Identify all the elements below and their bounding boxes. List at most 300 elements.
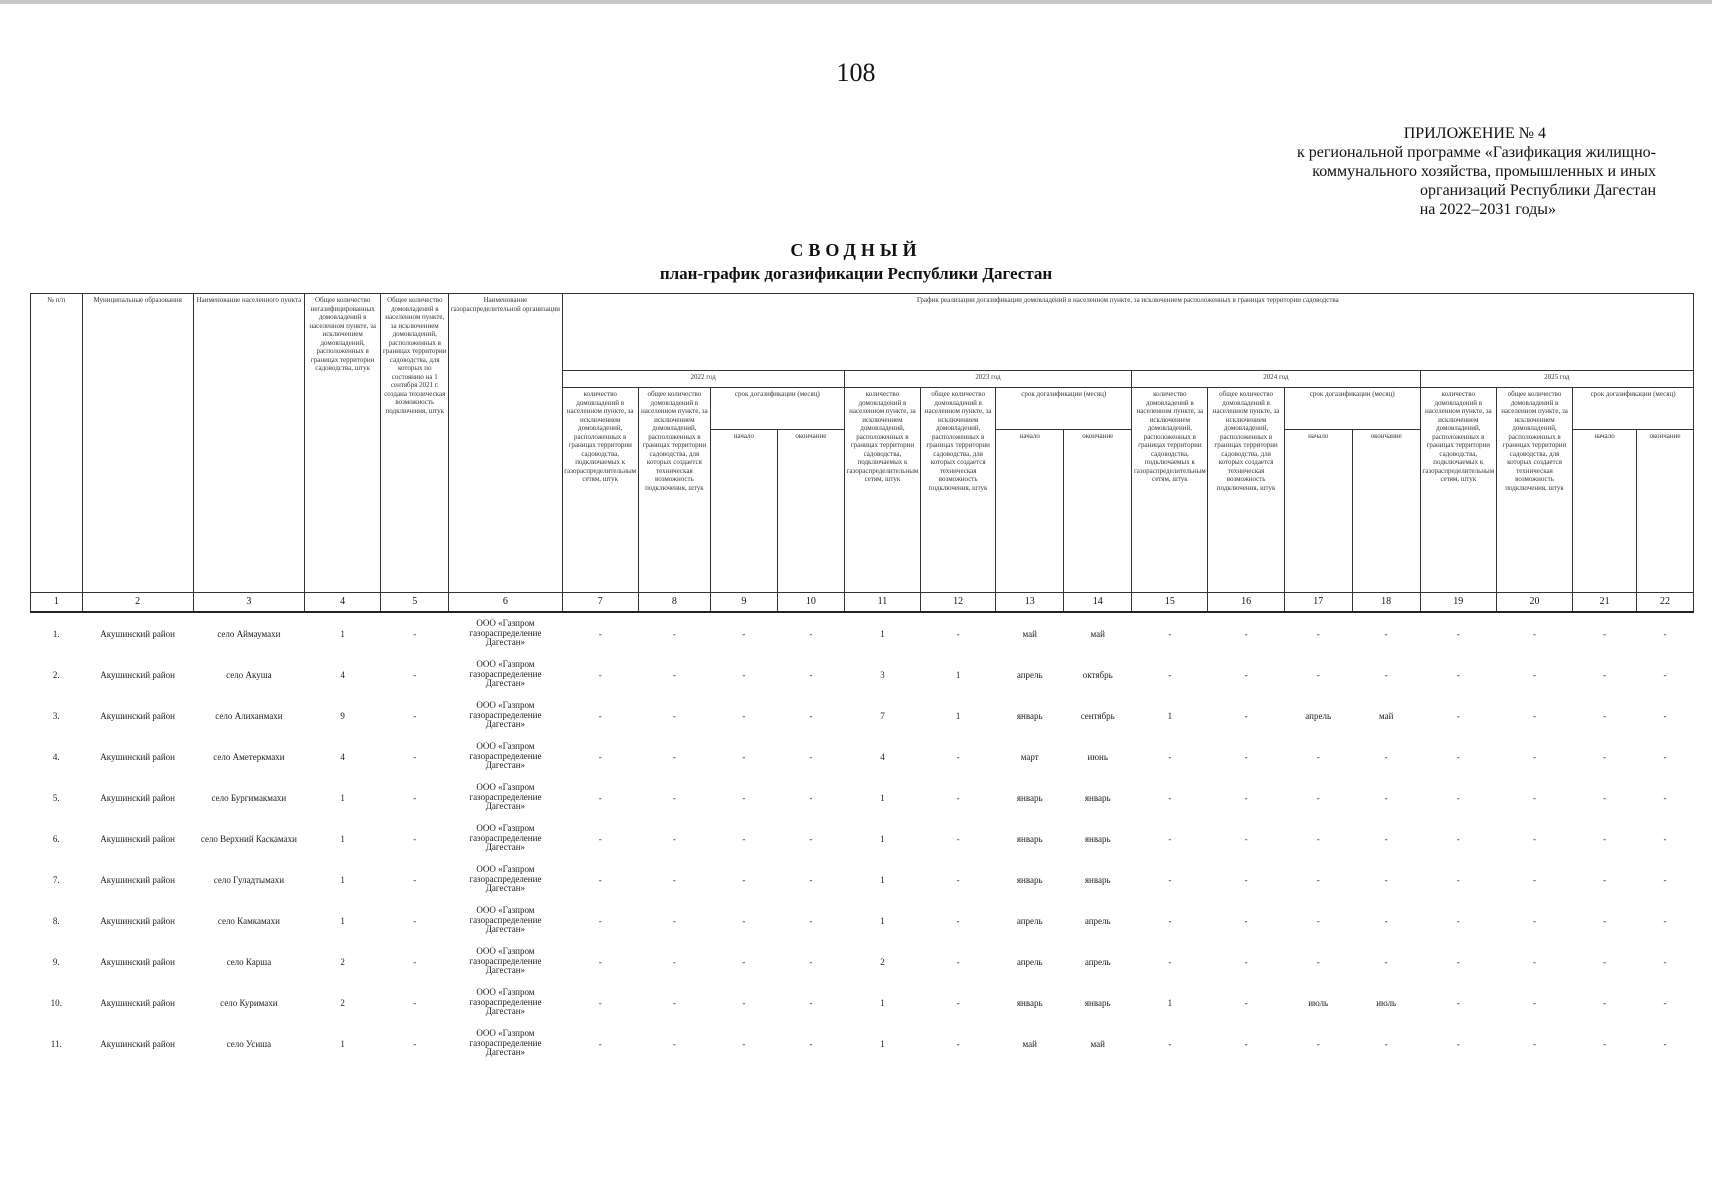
document-title: СВОДНЫЙ [790,240,922,260]
row-2023-end: январь [1084,792,1111,803]
row-2025-count: - [1456,997,1460,1008]
header-term: срок догазификации (месяц) [996,388,1132,430]
row-settlement: село Куримахи [220,997,278,1008]
row-ungasified-count: 2 [340,956,345,967]
row-2022-end: - [809,997,813,1008]
header-year: 2022 год [562,371,844,388]
column-number: 4 [305,593,381,613]
column-number: 13 [996,593,1064,613]
header-end: окончание [1064,430,1132,593]
column-number: 3 [193,593,304,613]
table-body [31,612,1694,1064]
row-2022-possibility: - [672,751,676,762]
row-2022-count: - [598,915,602,926]
row-2023-end: апрель [1084,915,1111,926]
row-settlement: село Алиханмахи [215,710,283,721]
row-2025-count: - [1456,915,1460,926]
row-ungasified-count: 1 [340,1038,345,1049]
row-2023-start: май [1022,628,1037,639]
table-row [31,941,1694,982]
row-2024-end: - [1384,792,1388,803]
row-2022-start: - [742,669,746,680]
row-2024-count: - [1168,792,1172,803]
header-num: № п/п [31,294,83,593]
row-2022-start: - [742,915,746,926]
row-2023-count: 1 [880,833,885,844]
row-municipality: Акушинский район [100,710,175,721]
column-number: 14 [1064,593,1132,613]
row-2022-possibility: - [672,710,676,721]
row-2022-possibility: - [672,874,676,885]
row-gas-organization: ООО «Газпром газораспределение Дагестан» [469,823,542,853]
row-number: 9. [52,956,60,967]
row-number: 7. [52,874,60,885]
row-2023-start: январь [1016,710,1043,721]
row-2024-possibility: - [1244,915,1248,926]
row-municipality: Акушинский район [100,751,175,762]
row-2025-count: - [1456,792,1460,803]
row-2023-possibility: - [956,997,960,1008]
row-municipality: Акушинский район [100,1038,175,1049]
column-number: 18 [1352,593,1420,613]
row-technical-possibility: - [413,669,417,680]
row-2022-count: - [598,874,602,885]
header-technical-possibility: Общее количество домовладений в населенном пункте, за исключением домовладений, расположенных в границах территории садоводства, для которых по состоянию на 1 сентября 2021 г. создана техническая возможность подключения, штук [381,294,449,593]
row-2023-count: 1 [880,792,885,803]
row-2024-possibility: - [1244,792,1248,803]
row-2025-end: - [1663,669,1667,680]
row-2022-possibility: - [672,628,676,639]
table-row [31,859,1694,900]
column-number: 21 [1573,593,1637,613]
row-technical-possibility: - [413,956,417,967]
header-year: 2024 год [1132,371,1420,388]
table-row [31,654,1694,695]
row-gas-organization: ООО «Газпром газораспределение Дагестан» [469,946,542,976]
row-2025-start: - [1603,751,1607,762]
row-2022-end: - [809,915,813,926]
table-row [31,695,1694,736]
row-2022-possibility: - [672,669,676,680]
column-number: 17 [1284,593,1352,613]
row-2022-count: - [598,669,602,680]
row-2025-count: - [1456,956,1460,967]
row-municipality: Акушинский район [100,669,175,680]
row-2025-end: - [1663,710,1667,721]
row-2022-possibility: - [672,956,676,967]
row-2025-start: - [1603,833,1607,844]
row-2024-end: - [1384,874,1388,885]
document-subtitle: план-график догазификации Республики Дагестан [659,264,1053,283]
row-gas-organization: ООО «Газпром газораспределение Дагестан» [469,618,542,648]
row-gas-organization: ООО «Газпром газораспределение Дагестан» [469,659,542,689]
row-number: 3. [52,710,60,721]
row-ungasified-count: 1 [340,628,345,639]
row-2022-possibility: - [672,792,676,803]
row-municipality: Акушинский район [100,997,175,1008]
row-ungasified-count: 1 [340,792,345,803]
row-technical-possibility: - [413,628,417,639]
row-settlement: село Бургимакмахи [211,792,287,803]
row-technical-possibility: - [413,792,417,803]
column-number: 20 [1496,593,1572,613]
row-2023-count: 1 [880,628,885,639]
row-2024-start: - [1316,628,1320,639]
row-2024-count: - [1168,915,1172,926]
scan-edge-line [0,0,1712,4]
row-number: 10. [50,997,62,1008]
row-2025-end: - [1663,792,1667,803]
row-2023-count: 2 [880,956,885,967]
row-2023-possibility: 1 [955,710,961,721]
row-2022-end: - [809,874,813,885]
row-2025-start: - [1603,997,1607,1008]
row-municipality: Акушинский район [100,833,175,844]
header-term: срок догазификации (месяц) [710,388,844,430]
row-2024-count: - [1168,956,1172,967]
row-2025-possibility: - [1533,710,1537,721]
row-2022-end: - [809,833,813,844]
row-technical-possibility: - [413,751,417,762]
column-number: 2 [82,593,193,613]
row-2022-possibility: - [672,1038,676,1049]
header-start: начало [996,430,1064,593]
row-2023-end: январь [1084,874,1111,885]
row-2025-end: - [1663,915,1667,926]
row-2025-end: - [1663,751,1667,762]
row-2023-end: октябрь [1082,669,1113,680]
row-2023-start: январь [1016,874,1043,885]
header-count-connected: количество домовладений в населенном пункте, за исключением домовладений, расположенных в границах территории садоводства, подключаемых к газораспределительным сетям, штук [1420,388,1496,593]
header-count-connected: количество домовладений в населенном пункте, за исключением домовладений, расположенных в границах территории садоводства, подключаемых к газораспределительным сетям, штук [1132,388,1208,593]
row-2023-possibility: - [956,751,960,762]
appendix-line: организаций Республики Дагестан [1420,182,1656,199]
row-2022-end: - [809,669,813,680]
row-municipality: Акушинский район [100,628,175,639]
row-2025-start: - [1603,628,1607,639]
row-2022-count: - [598,1038,602,1049]
row-settlement: село Аметеркмахи [213,751,285,762]
column-number: 1 [31,593,83,613]
row-2024-start: июль [1308,997,1329,1008]
column-number: 6 [449,593,562,613]
row-number: 5. [52,792,60,803]
row-2024-count: - [1168,874,1172,885]
row-2025-count: - [1456,751,1460,762]
column-number: 15 [1132,593,1208,613]
column-number: 12 [921,593,996,613]
header-end: окончание [777,430,844,593]
row-2024-end: - [1384,669,1388,680]
row-2025-possibility: - [1533,751,1537,762]
row-gas-organization: ООО «Газпром газораспределение Дагестан» [469,987,542,1017]
row-2024-count: - [1168,628,1172,639]
row-2024-count: - [1168,833,1172,844]
table-row [31,777,1694,818]
row-2023-start: январь [1016,833,1043,844]
row-2023-start: март [1020,751,1039,762]
row-2023-end: июнь [1087,751,1108,762]
header-end: окончание [1352,430,1420,593]
row-2023-count: 1 [880,915,885,926]
row-2025-possibility: - [1533,915,1537,926]
row-technical-possibility: - [413,997,417,1008]
row-2022-start: - [742,956,746,967]
row-2025-possibility: - [1533,997,1537,1008]
header-term: срок догазификации (месяц) [1573,388,1694,430]
row-2025-possibility: - [1533,1038,1537,1049]
row-2024-count: 1 [1167,997,1173,1008]
row-2024-possibility: - [1244,628,1248,639]
row-2024-end: - [1384,833,1388,844]
row-2024-possibility: - [1244,833,1248,844]
page-number: 108 [836,58,876,87]
row-2024-count: - [1168,751,1172,762]
row-gas-organization: ООО «Газпром газораспределение Дагестан» [469,1028,542,1058]
row-2023-end: январь [1084,997,1111,1008]
header-count-possibility: общее количество домовладений в населенном пункте, за исключением домовладений, расположенных в границах территории садоводства, для которых создается техническая возможность подключения, штук [921,388,996,593]
row-2024-possibility: - [1244,874,1248,885]
row-2025-start: - [1603,956,1607,967]
row-number: 4. [52,751,60,762]
row-2022-end: - [809,710,813,721]
row-2022-count: - [598,628,602,639]
header-end: окончание [1637,430,1694,593]
row-2025-count: - [1456,628,1460,639]
row-settlement: село Акуша [226,669,272,680]
row-2025-possibility: - [1533,792,1537,803]
row-ungasified-count: 4 [340,751,345,762]
row-ungasified-count: 9 [340,710,345,721]
row-2023-start: январь [1016,997,1043,1008]
header-schedule: График реализации догазификации домовладений в населенном пункте, за исключением расположенных в границах территории садоводства [562,294,1693,371]
row-2025-possibility: - [1533,669,1537,680]
table-row [31,1023,1694,1064]
column-number: 8 [638,593,710,613]
header-count-connected: количество домовладений в населенном пункте, за исключением домовладений, расположенных в границах территории садоводства, подключаемых к газораспределительным сетям, штук [562,388,638,593]
column-number: 9 [710,593,777,613]
row-2022-start: - [742,1038,746,1049]
header-count-possibility: общее количество домовладений в населенном пункте, за исключением домовладений, расположенных в границах территории садоводства, для которых создается техническая возможность подключения, штук [1208,388,1284,593]
row-2023-possibility: - [956,956,960,967]
row-2025-end: - [1663,1038,1667,1049]
row-2023-possibility: - [956,628,960,639]
row-2024-end: - [1384,751,1388,762]
row-2024-start: - [1316,874,1320,885]
row-2024-end: - [1384,1038,1388,1049]
row-gas-organization: ООО «Газпром газораспределение Дагестан» [469,905,542,935]
row-settlement: село Камкамахи [217,915,280,926]
header-year: 2025 год [1420,371,1693,388]
table-row [31,982,1694,1023]
appendix-line: к региональной программе «Газификация жилищно- [1296,144,1656,161]
row-2022-end: - [809,1038,813,1049]
row-2023-start: апрель [1016,669,1043,680]
row-2022-start: - [742,792,746,803]
row-2025-start: - [1603,669,1607,680]
row-settlement: село Карша [226,956,272,967]
row-2022-possibility: - [672,833,676,844]
row-2024-end: - [1384,628,1388,639]
row-2022-start: - [742,833,746,844]
row-2025-count: - [1456,833,1460,844]
row-2025-count: - [1456,669,1460,680]
row-2022-end: - [809,628,813,639]
appendix-line: на 2022–2031 годы» [1419,201,1556,218]
row-2024-count: - [1168,669,1172,680]
row-2025-possibility: - [1533,833,1537,844]
row-2024-possibility: - [1244,956,1248,967]
row-2025-start: - [1603,1038,1607,1049]
row-2024-end: - [1384,915,1388,926]
row-2024-end: май [1378,710,1394,721]
row-2022-end: - [809,956,813,967]
header-gas-organization: Наименование газораспределительной организации [449,294,562,593]
row-2025-end: - [1663,997,1667,1008]
row-technical-possibility: - [413,915,417,926]
row-2024-start: - [1316,915,1320,926]
row-2022-count: - [598,956,602,967]
row-2022-start: - [742,997,746,1008]
table-row [31,736,1694,777]
header-ungasified-count: Общее количество негазифицированных домовладений в населенном пункте, за исключением домовладений, расположенных в границах территории садоводства, штук [305,294,381,593]
header-municipality: Муниципальные образования [82,294,193,593]
row-2025-start: - [1603,710,1607,721]
row-2024-count: - [1168,1038,1172,1049]
row-2023-count: 1 [880,874,885,885]
row-2022-start: - [742,710,746,721]
row-2023-end: январь [1084,833,1111,844]
header-settlement: Наименование населенного пункта [193,294,304,593]
gasification-schedule-table [30,293,1694,1064]
row-2023-count: 1 [880,1038,885,1049]
row-2023-end: май [1090,1038,1105,1049]
row-2023-count: 1 [880,997,885,1008]
header-count-connected: количество домовладений в населенном пункте, за исключением домовладений, расположенных в границах территории садоводства, подключаемых к газораспределительным сетям, штук [844,388,920,593]
column-number: 7 [562,593,638,613]
row-2023-end: апрель [1084,956,1111,967]
row-2025-end: - [1663,956,1667,967]
row-2022-count: - [598,710,602,721]
row-gas-organization: ООО «Газпром газораспределение Дагестан» [469,700,542,730]
row-2023-end: сентябрь [1080,710,1115,721]
row-municipality: Акушинский район [100,874,175,885]
header-start: начало [710,430,777,593]
row-number: 1. [52,628,60,639]
row-2025-end: - [1663,833,1667,844]
row-2024-start: - [1316,751,1320,762]
column-number: 5 [381,593,449,613]
row-2022-end: - [809,751,813,762]
row-2024-start: - [1316,669,1320,680]
row-2024-possibility: - [1244,1038,1248,1049]
row-2023-possibility: 1 [955,669,961,680]
header-start: начало [1284,430,1352,593]
row-settlement: село Усиша [226,1038,272,1049]
row-2024-possibility: - [1244,710,1248,721]
row-number: 11. [50,1038,62,1049]
row-2025-count: - [1456,710,1460,721]
row-2022-start: - [742,628,746,639]
row-2023-count: 7 [880,710,885,721]
row-2024-end: июль [1376,997,1397,1008]
row-2024-possibility: - [1244,751,1248,762]
row-technical-possibility: - [413,710,417,721]
row-municipality: Акушинский район [100,792,175,803]
row-2025-start: - [1603,874,1607,885]
appendix-line: коммунального хозяйства, промышленных и иных [1312,163,1656,180]
row-2024-start: - [1316,833,1320,844]
row-2023-start: апрель [1016,956,1043,967]
row-technical-possibility: - [413,1038,417,1049]
column-number: 19 [1420,593,1496,613]
row-2023-possibility: - [956,833,960,844]
row-ungasified-count: 2 [340,997,345,1008]
row-2025-start: - [1603,792,1607,803]
header-count-possibility: общее количество домовладений в населенном пункте, за исключением домовладений, расположенных в границах территории садоводства, для которых создается техническая возможность подключения, штук [638,388,710,593]
row-gas-organization: ООО «Газпром газораспределение Дагестан» [469,782,542,812]
row-2024-start: - [1316,792,1320,803]
row-gas-organization: ООО «Газпром газораспределение Дагестан» [469,741,542,771]
row-2023-possibility: - [956,792,960,803]
row-2025-end: - [1663,874,1667,885]
column-number: 11 [844,593,920,613]
row-number: 8. [52,915,60,926]
row-technical-possibility: - [413,833,417,844]
row-settlement: село Верхний Каскамахи [200,833,297,844]
row-2022-count: - [598,833,602,844]
row-2025-possibility: - [1533,628,1537,639]
row-2025-count: - [1456,874,1460,885]
row-2023-possibility: - [956,915,960,926]
row-2024-start: - [1316,956,1320,967]
row-technical-possibility: - [413,874,417,885]
row-ungasified-count: 4 [340,669,345,680]
row-number: 2. [52,669,60,680]
row-2022-possibility: - [672,915,676,926]
row-2022-possibility: - [672,997,676,1008]
row-number: 6. [52,833,60,844]
column-number: 22 [1637,593,1694,613]
row-2022-count: - [598,751,602,762]
row-2023-start: май [1022,1038,1037,1049]
header-start: начало [1573,430,1637,593]
row-2024-start: - [1316,1038,1320,1049]
row-2024-possibility: - [1244,997,1248,1008]
row-2023-count: 3 [880,669,885,680]
row-2022-start: - [742,751,746,762]
header-year: 2023 год [844,371,1131,388]
row-2022-count: - [598,997,602,1008]
row-2023-start: апрель [1016,915,1043,926]
header-count-possibility: общее количество домовладений в населенном пункте, за исключением домовладений, расположенных в границах территории садоводства, для которых создается техническая возможность подключения, штук [1496,388,1572,593]
row-settlement: село Гуладтымахи [213,874,285,885]
column-number: 16 [1208,593,1284,613]
row-2023-start: январь [1016,792,1043,803]
row-2024-count: 1 [1167,710,1173,721]
row-gas-organization: ООО «Газпром газораспределение Дагестан» [469,864,542,894]
row-municipality: Акушинский район [100,915,175,926]
row-2024-possibility: - [1244,669,1248,680]
row-2025-possibility: - [1533,956,1537,967]
appendix-block [1216,124,1656,219]
column-number-row [31,593,1694,613]
row-2022-count: - [598,792,602,803]
header-term: срок догазификации (месяц) [1284,388,1420,430]
row-2025-count: - [1456,1038,1460,1049]
row-2025-possibility: - [1533,874,1537,885]
row-2023-possibility: - [956,1038,960,1049]
